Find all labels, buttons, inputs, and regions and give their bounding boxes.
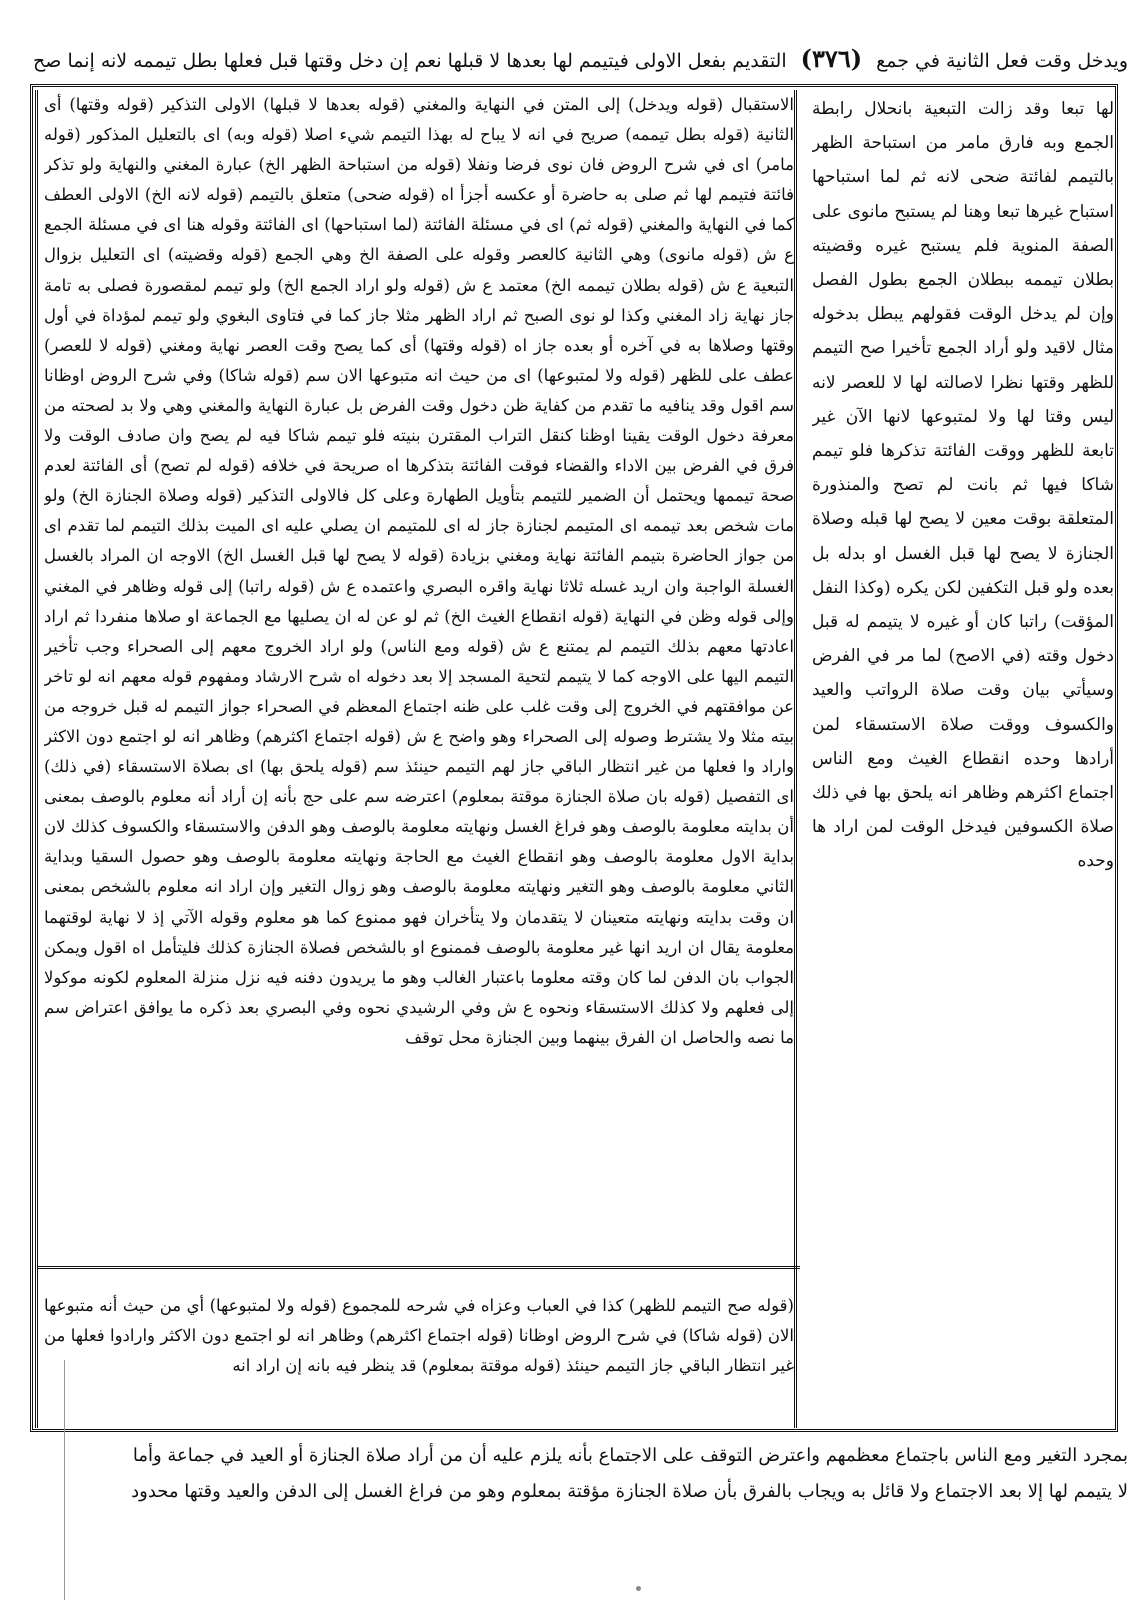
commentary-box <box>35 90 797 1428</box>
commentary-column <box>35 90 805 1430</box>
scan-dot <box>636 1586 641 1591</box>
bottom-text <box>20 1438 1128 1518</box>
commentary-text <box>44 90 794 1260</box>
header-right-text: ويدخل وقت فعل الثانية في جمع <box>876 50 1128 72</box>
footnote-text <box>44 1274 794 1424</box>
bottom-line-2: لا يتيمم لها إلا بعد الاجتماع ولا قائل به ويجاب بالفرق بأن صلاة الجنازة مؤقتة بمعلوم وهو من فراغ الغسل إلى الدفن والعيد وقتها محدود <box>131 1481 1128 1502</box>
scan-margin-line <box>64 1360 65 1600</box>
commentary-paragraph: الاستقبال (قوله ويدخل) إلى المتن في النهاية والمغني (قوله بعدها لا قبلها) الاولى التذكير (قوله وقتها) أى الثانية (قوله بطل تيممه) صريح في انه لا يباح له بهذا التيمم شيء اصلا (قوله وبه) اى بالتعليل المذكور (قوله مامر) اى في شرح الروض فان نوى فرضا ونفلا (قوله من استباحة الظهر الخ) عبارة المغني والنهاية ولو تذكر فائتة فتيمم لها ثم صلى به حاضرة أو عكسه أجزأ اه (قوله ضحى) متعلق بالتيمم (قوله لانه الخ) الاولى العطف كما في النهاية والمغني (قوله ثم) اى في مسئلة الفائتة (لما استباحها) اى الفائتة وقوله هنا اى في مسئلة الجمع ع ش (قوله مانوى) وهي الثانية كالعصر وقوله على الصفة الخ وهي الجمع (قوله وقضيته) اى التعليل بزوال التبعية ع ش (قوله بطلان تيممه الخ) معتمد ع ش (قوله ولو اراد الجمع الخ) ولو تيمم لمقصورة فصلى به تامة جاز نهاية زاد المغني وكذا لو نوى الصبح ثم اراد الظهر مثلا جاز كما في فتاوى البغوي ولو تيمم لمؤداة في أول وقتها وصلاها به في آخره أو بعده جاز اه (قوله وقتها) أى كما يصح وقت العصر نهاية ومغني (قوله لا للعصر) عطف على للظهر (قوله ولا لمتبوعها) اى من حيث انه متبوعها الان سم (قوله شاكا) وفي شرح الروض اوظانا سم اقول وقد ينافيه ما تقدم من كفاية ظن دخول وقت الفرض بل عبارة النهاية والمغني وهي ولا بد لصحته من معرفة دخول الوقت يقينا اوظنا كنقل التراب المقترن بنيته فلو تيمم شاكا فيه لم يصح وان صادف الوقت ولا فرق في الفرض بين الاداء والقضاء فوقت الفائتة بتذكرها اه صريحة في خلافه (قوله لم تصح) أى الفائتة لعدم صحة تيممها ويحتمل أن الضمير للتيمم بتأويل الطهارة وعلى كل فالاولى التذكير (قوله وصلاة الجنازة الخ) ولو مات شخص بعد تيممه اى المتيمم لجنازة جاز له اى للمتيمم ان يصلي عليه اى الميت بذلك التيمم لما تقدم اى من جواز الحاضرة بتيمم الفائتة نهاية ومغني بزيادة (قوله لا يصح لها قبل الغسل الخ) الاوجه ان المراد بالغسل الغسلة الواجبة وان اريد غسله ثلاثا نهاية واقره البصري واعتمده ع ش (قوله راتبا) إلى قوله وظاهر في المغني وإلى قوله وظن في النهاية (قوله انقطاع الغيث الخ) ثم لو عن له ان يصليها مع الجماعة او صلاها منفردا ثم اراد اعادتها معهم بذلك التيمم لم يمتنع ع ش (قوله ومع الناس) ولو اراد الخروج معهم إلى الصحراء وجب تأخير التيمم اليها على الاوجه كما لا يتيمم لتحية المسجد إلا بعد دخوله اه شرح الارشاد ومفهوم قوله معهم انه لو تاخر عن موافقتهم في الخروج إلى وقت غلب على ظنه اجتماع المعظم في الصحراء جواز التيمم له قبل خروجه من بيته مثلا ولا يشترط وصوله إلى الصحراء وهو واضح ع ش (قوله اجتماع اكثرهم) وظاهر انه لو اجتمع دون الاكثر واراد وا فعلها من غير انتظار الباقي جاز لهم التيمم حينئذ سم (قوله يلحق بها) اى بصلاة الاستسقاء (في ذلك) اى التفصيل (قوله بان صلاة الجنازة موقتة بمعلوم) اعترضه سم على حج بأنه إن أراد أنه معلوم بالوصف بمعنى أن بدايته معلومة بالوصف وهو فراغ الغسل ونهايته معلومة بالوصف وهو الدفن والاستسقاء والكسوف كذلك لان بداية الاول معلومة بالوصف وهو انقطاع الغيث مع الحاجة ونهايته معلومة بالوصف وهو حصول السقيا وبداية الثاني معلومة بالوصف وهو التغير ونهايته معلومة بالوصف وهو زوال التغير وإن اراد انه معلوم بالشخص بمعنى ان وقت بدايته ونهايته متعينان لا يتقدمان ولا يتأخران فهو ممنوع كما هو معلوم وقوله الآتي إذ لا نهاية لوقتهما معلومة يقال ان اريد انها غير معلومة بالوصف فممنوع او بالشخص فصلاة الجنازة كذلك فليتأمل اه اقول ويمكن الجواب بان الدفن لما كان وقته معلوما باعتبار الغالب وهو ما يريدون دفنه فيه نزل منزلة المعلوم لكونه موكولا إلى فعلهم ولا كذلك الاستسقاء ونحوه ع ش وفي الرشيدي نحوه وفي البصري بعد ذكره ما يوافق اعتراض سم ما نصه والحاصل ان الفرق بينهما وبين الجنازة محل توقف <box>44 95 794 1047</box>
page-number: (٣٧٦) <box>800 44 863 73</box>
footnote-separator <box>38 1266 800 1269</box>
page-header <box>20 34 1128 84</box>
footnote-paragraph: (قوله صح التيمم للظهر) كذا في العباب وعزاه في شرحه للمجموع (قوله ولا لمتبوعها) أي من حيث أنه متبوعها الان (قوله شاكا) في شرح الروض اوظانا (قوله اجتماع اكثرهم) وظاهر انه لو اجتمع دون الاكثر وارادوا فعلها من غير انتظار الباقي جاز التيمم حينئذ (قوله موقتة بمعلوم) قد ينظر فيه بانه إن اراد انه <box>44 1295 794 1375</box>
main-text-column <box>812 92 1114 1422</box>
bottom-line-1: بمجرد التغير ومع الناس باجتماع معظمهم واعترض التوقف على الاجتماع بأنه يلزم عليه أن من أراد صلاة الجنازة أو العيد في جماعة وأما <box>132 1445 1128 1466</box>
main-text-paragraph: لها تبعا وقد زالت التبعية بانحلال رابطة الجمع وبه فارق مامر من استباحة الظهر بالتيمم لفائتة ضحى لانه ثم لما استباحها استباح غيرها تبعا وهنا لم يستبح مانوى على الصفة المنوية فلم يستبح غيره وقضيته بطلان تيممه ببطلان الجمع بطول الفصل وإن لم يدخل الوقت فقولهم يبطل بدخوله مثال لاقيد ولو أراد الجمع تأخيرا صح التيمم للظهر وقتها نظرا لاصالته لها لا للعصر لانه ليس وقتا لها ولا لمتبوعها لانها الآن غير تابعة للظهر ووقت الفائتة تذكرها فلو تيمم شاكا فيها ثم بانت لم تصح والمنذورة المتعلقة بوقت معين لا يصح لها قبله وصلاة الجنازة لا يصح لها قبل الغسل او بدله بل بعده ولو قبل التكفين لكن يكره (وكذا النفل المؤقت) راتبا كان أو غيره لا يتيمم له قبل دخول وقته (في الاصح) لما مر في الفرض وسيأتي بيان وقت صلاة الرواتب والعيد والكسوف ووقت صلاة الاستسقاء لمن أرادها وحده انقطاع الغيث ومع الناس اجتماع اكثرهم وظاهر انه يلحق بها في ذلك صلاة الكسوفين فيدخل الوقت لمن اراد ها وحده <box>812 99 1114 872</box>
header-left-text: التقديم بفعل الاولى فيتيمم لها بعدها لا قبلها نعم إن دخل وقتها قبل فعلها بطل تيممه لانه إنما صح <box>33 50 787 72</box>
